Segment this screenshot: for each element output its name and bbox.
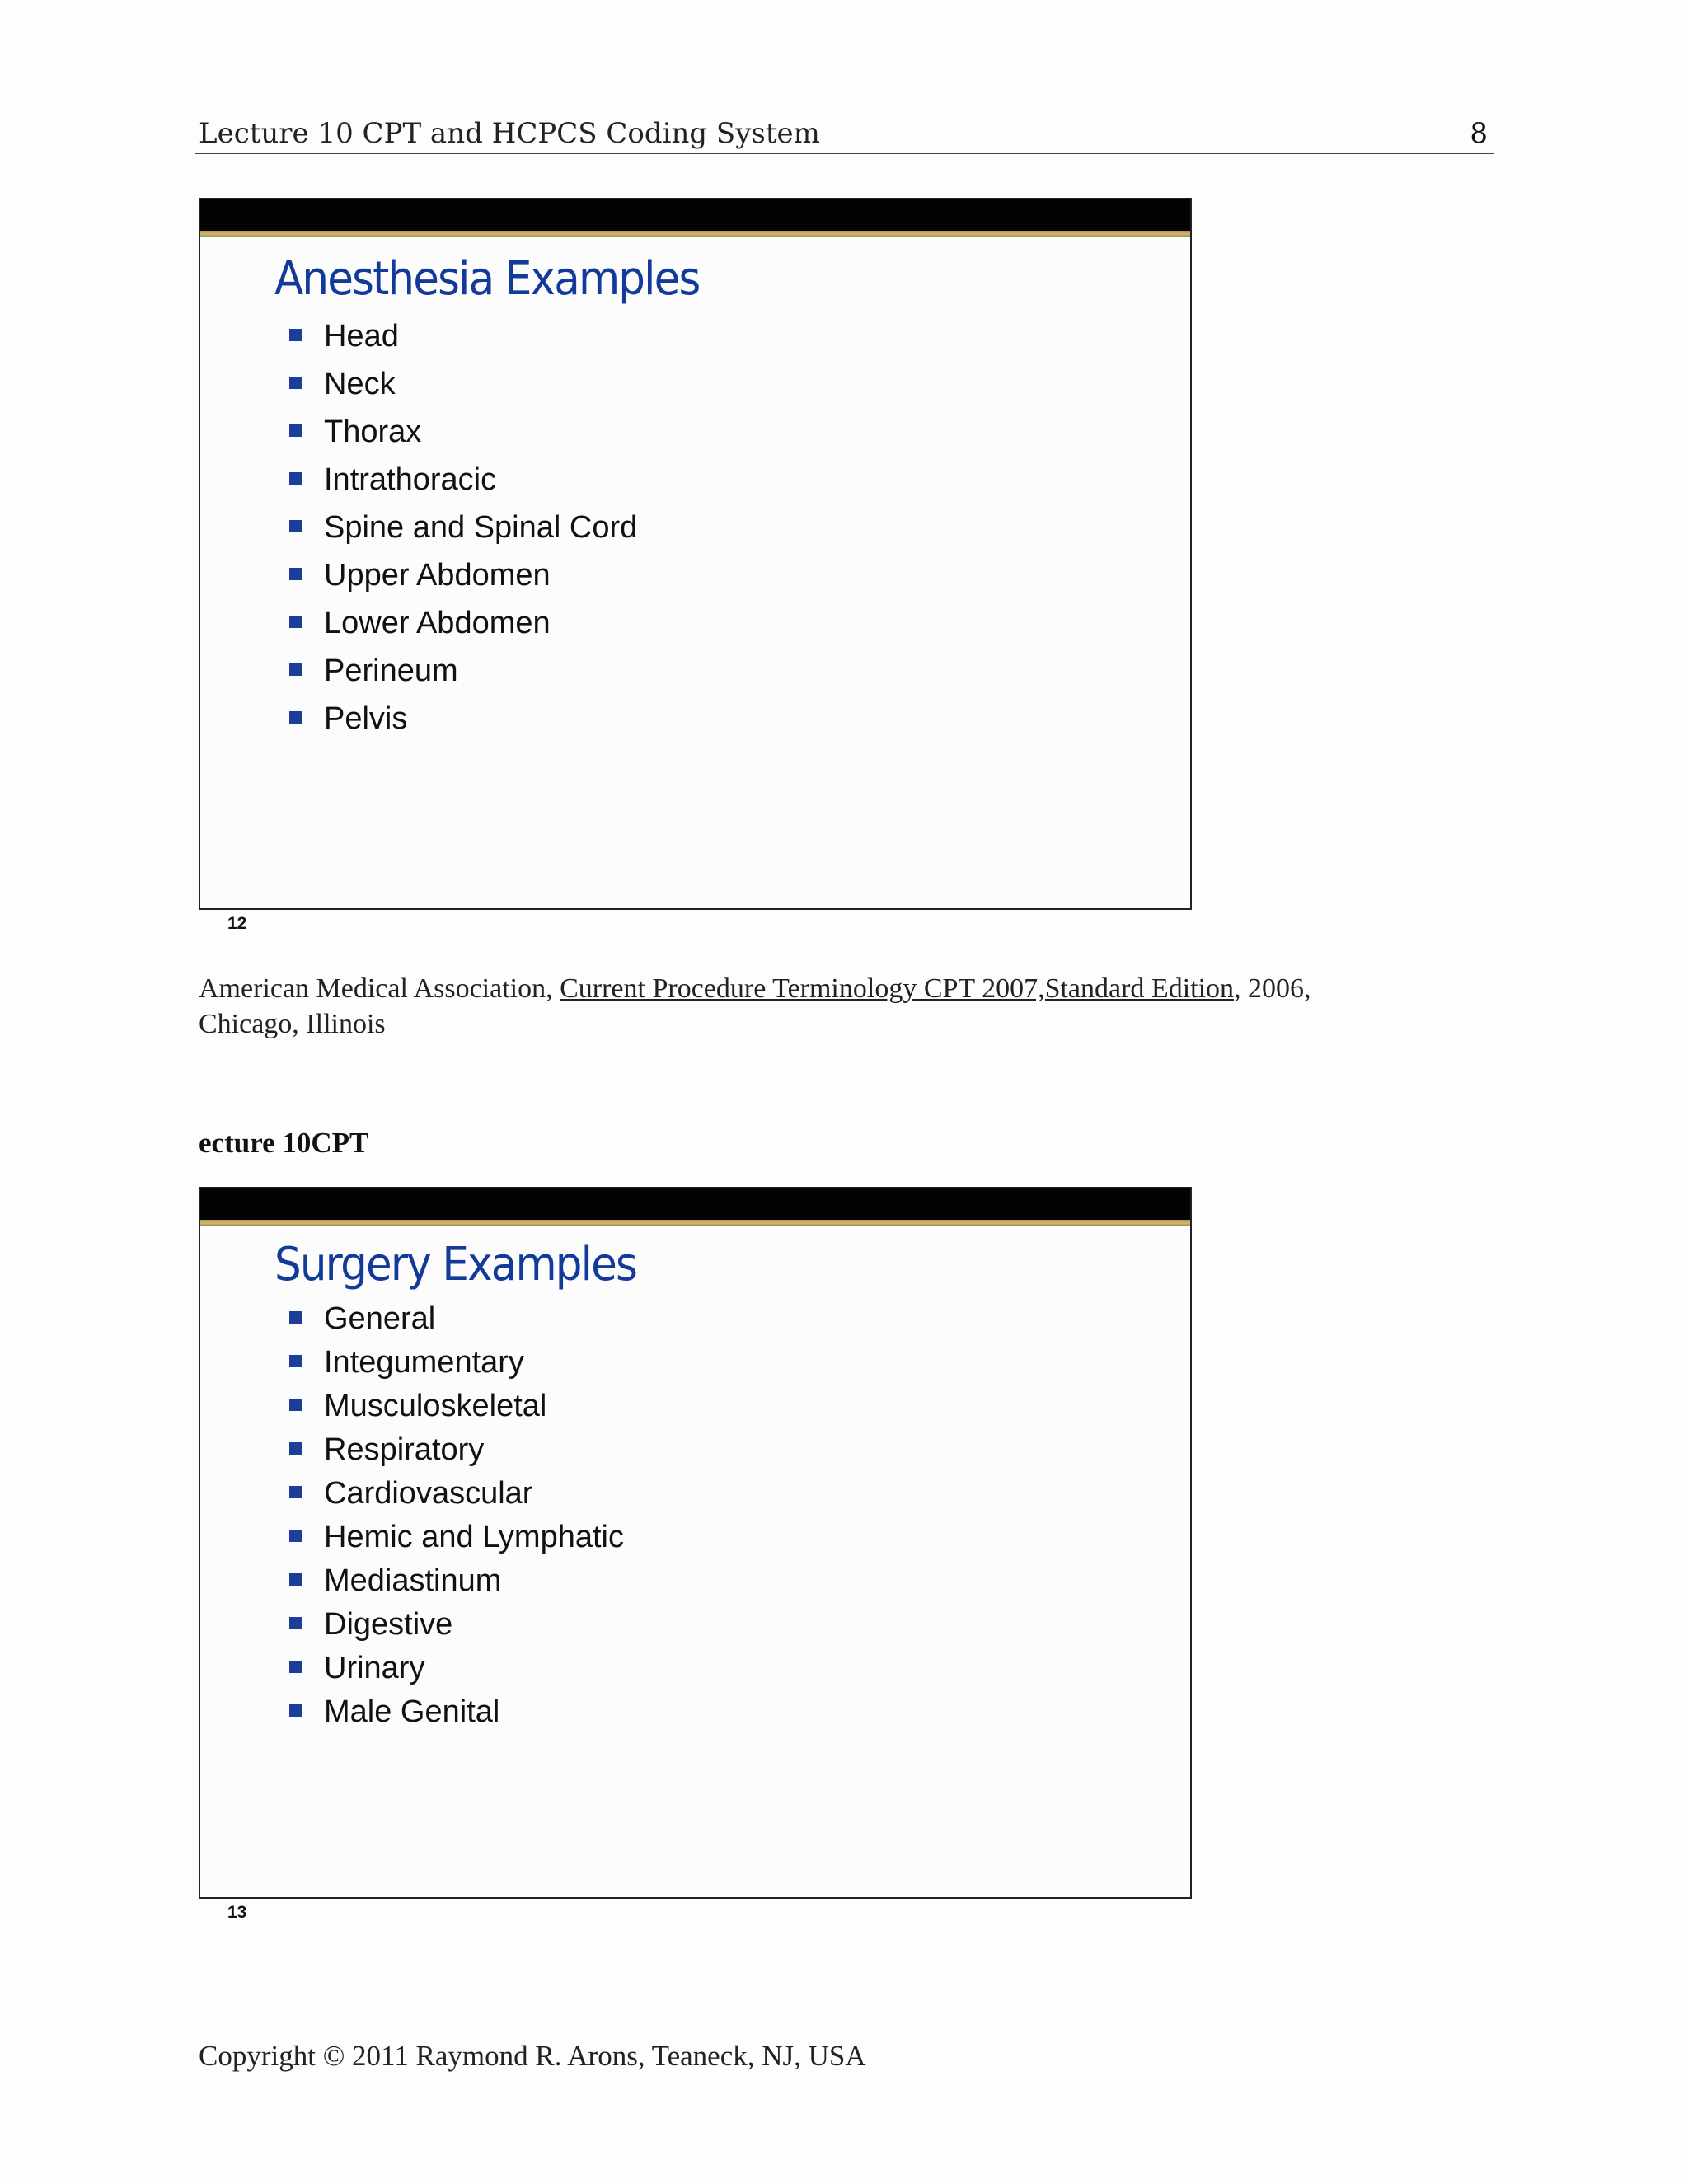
list-item — [289, 408, 637, 456]
square-bullet-icon — [289, 1573, 302, 1586]
list-item-label: Intrathoracic — [324, 462, 497, 497]
list-item-label: Integumentary — [324, 1345, 524, 1380]
list-item — [289, 599, 637, 647]
slide-top-bar — [200, 1188, 1190, 1220]
square-bullet-icon — [289, 1442, 302, 1455]
slide-title: Surgery Examples — [274, 1238, 636, 1291]
slide-anesthesia-examples — [199, 198, 1192, 933]
square-bullet-icon — [289, 1704, 302, 1717]
list-item-label: Neck — [324, 367, 396, 401]
list-item — [289, 504, 637, 551]
list-item-label: Thorax — [324, 415, 422, 449]
list-item-label: Pelvis — [324, 701, 408, 736]
list-item — [289, 695, 637, 743]
list-item-label: Respiratory — [324, 1432, 485, 1467]
square-bullet-icon — [289, 1399, 302, 1411]
square-bullet-icon — [289, 1486, 302, 1498]
square-bullet-icon — [289, 424, 302, 437]
list-item-label: Lower Abdomen — [324, 606, 551, 640]
slide-number: 12 — [227, 914, 247, 933]
copyright-footer: Copyright © 2011 Raymond R. Arons, Teaneck, NJ, USA — [199, 2040, 866, 2072]
square-bullet-icon — [289, 1661, 302, 1673]
square-bullet-icon — [289, 568, 302, 580]
list-item-label: Male Genital — [324, 1694, 500, 1729]
square-bullet-icon — [289, 616, 302, 628]
list-item — [289, 1516, 624, 1559]
slide-accent-stripe — [200, 231, 1190, 237]
list-item-label: Digestive — [324, 1607, 453, 1642]
list-item — [289, 1385, 624, 1428]
square-bullet-icon — [289, 472, 302, 485]
list-item-label: Musculoskeletal — [324, 1389, 547, 1423]
square-bullet-icon — [289, 520, 302, 532]
list-item — [289, 1472, 624, 1516]
slide-accent-stripe — [200, 1220, 1190, 1226]
slide-surgery-examples — [199, 1187, 1192, 1922]
slide-title: Anesthesia Examples — [274, 252, 700, 306]
list-item — [289, 647, 637, 695]
list-item — [289, 360, 637, 408]
list-item-label: Urinary — [324, 1651, 425, 1685]
square-bullet-icon — [289, 377, 302, 389]
list-item-label: Perineum — [324, 654, 458, 688]
citation-year: , 2006, — [1234, 973, 1311, 1004]
section-label: ecture 10CPT — [199, 1127, 369, 1159]
square-bullet-icon — [289, 1617, 302, 1629]
list-item-label: Mediastinum — [324, 1563, 502, 1598]
citation-location: Chicago, Illinois — [199, 1009, 386, 1039]
list-item — [289, 1603, 624, 1647]
list-item-label: General — [324, 1301, 436, 1336]
citation — [199, 971, 1484, 1042]
page-header-title: Lecture 10 CPT and HCPCS Coding System — [199, 117, 820, 150]
list-item — [289, 1428, 624, 1472]
list-item-label: Hemic and Lymphatic — [324, 1520, 624, 1554]
citation-book-title: Current Procedure Terminology CPT 2007,Standard Edition — [560, 973, 1235, 1004]
slide-bullet-list — [289, 1297, 624, 1734]
slide-top-bar — [200, 199, 1190, 231]
list-item-label: Spine and Spinal Cord — [324, 510, 638, 545]
list-item — [289, 456, 637, 504]
citation-author: American Medical Association, — [199, 973, 553, 1004]
square-bullet-icon — [289, 1355, 302, 1367]
square-bullet-icon — [289, 711, 302, 724]
list-item-label: Head — [324, 319, 399, 354]
list-item — [289, 1341, 624, 1385]
list-item — [289, 1690, 624, 1734]
square-bullet-icon — [289, 663, 302, 676]
list-item-label: Upper Abdomen — [324, 558, 551, 593]
list-item — [289, 1297, 624, 1341]
list-item — [289, 551, 637, 599]
list-item-label: Cardiovascular — [324, 1476, 533, 1511]
slide-bullet-list — [289, 312, 637, 743]
square-bullet-icon — [289, 1311, 302, 1324]
page-header — [195, 115, 1494, 154]
square-bullet-icon — [289, 1530, 302, 1542]
slide-number: 13 — [227, 1903, 247, 1922]
square-bullet-icon — [289, 329, 302, 341]
page-number: 8 — [1470, 117, 1488, 150]
list-item — [289, 1559, 624, 1603]
list-item — [289, 312, 637, 360]
list-item — [289, 1647, 624, 1690]
